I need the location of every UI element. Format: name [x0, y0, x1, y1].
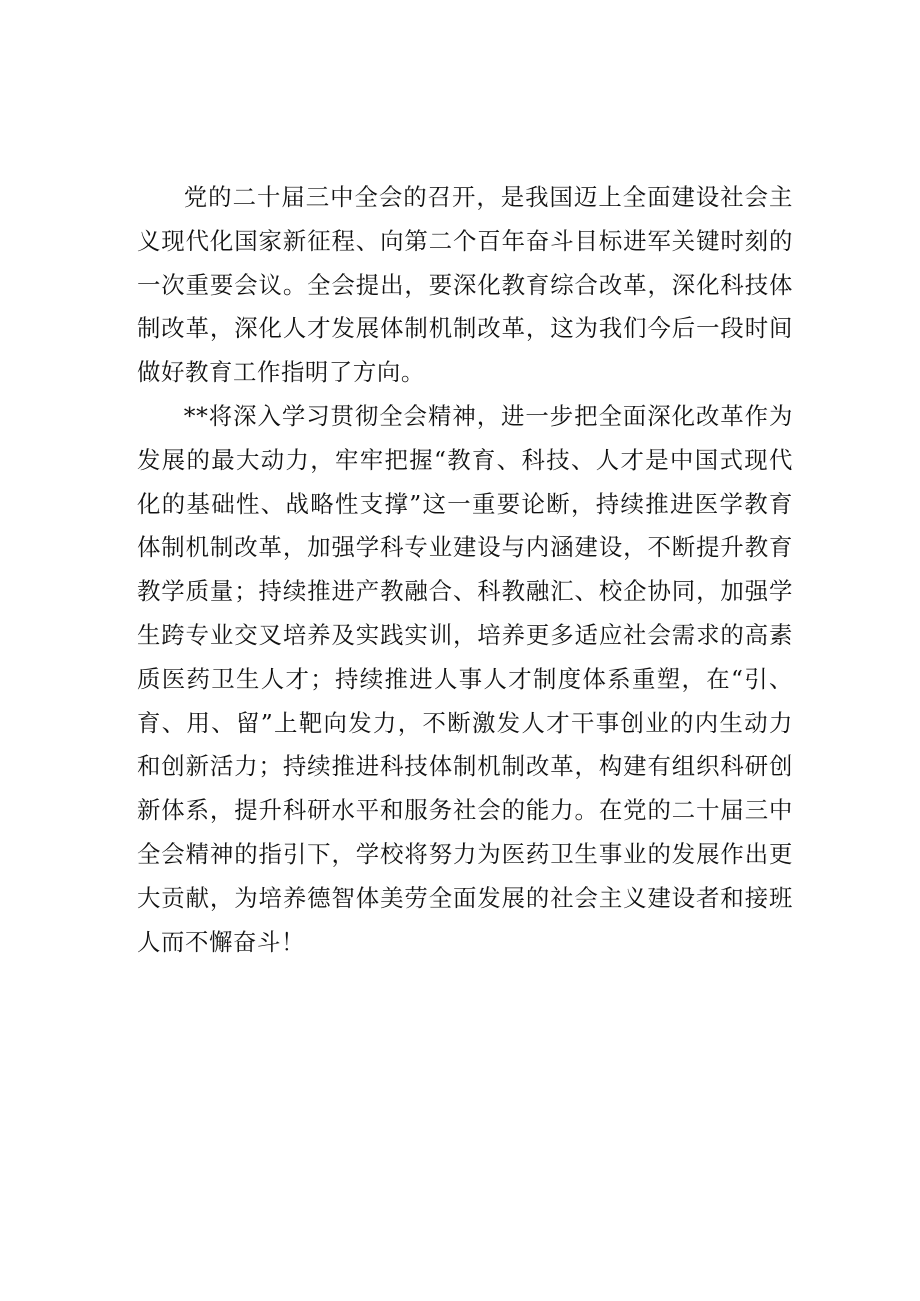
document-body — [137, 176, 793, 964]
paragraph-2: **将深入学习贯彻全会精神，进一步把全面深化改革作为发展的最大动力，牢牢把握“教育、科技、人才是中国式现代化的基础性、战略性支撑”这一重要论断，持续推进医学教育体制机制改革，加强学科专业建设与内涵建设，不断提升教育教学质量；持续推进产教融合、科教融汇、校企协同，加强学生跨专业交叉培养及实践实训，培养更多适应社会需求的高素质医药卫生人才；持续推进人事人才制度体系重塑，在“引、育、用、留”上靶向发力，不断激发人才干事创业的内生动力和创新活力；持续推进科技体制机制改革，构建有组织科研创新体系，提升科研水平和服务社会的能力。在党的二十届三中全会精神的指引下，学校将努力为医药卫生事业的发展作出更大贡献，为培养德智体美劳全面发展的社会主义建设者和接班人而不懈奋斗！ — [137, 401, 793, 956]
paragraph-1: 党的二十届三中全会的召开，是我国迈上全面建设社会主义现代化国家新征程、向第二个百年奋斗目标进军关键时刻的一次重要会议。全会提出，要深化教育综合改革，深化科技体制改革，深化人才发展体制机制改革，这为我们今后一段时间做好教育工作指明了方向。 — [137, 183, 793, 387]
